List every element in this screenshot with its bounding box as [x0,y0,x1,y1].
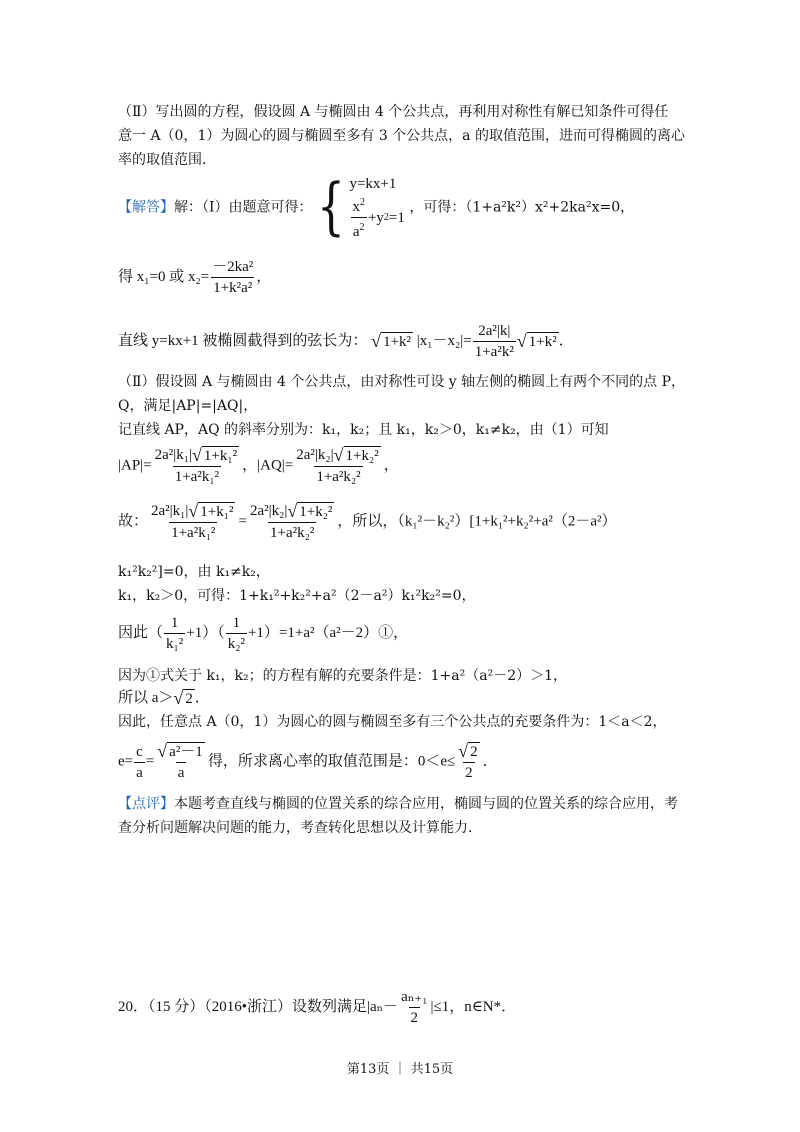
equation-system: y=kx+1 $\frac{x^2}{a^2}$ +y 2 =1 [349,176,405,240]
text-line: 率的取值范围． [118,152,216,168]
formula-line: 故： 2a²|k₁| √ 1+k₁² 1+a²k₁² = 2a²|k₂| √ 1+k₂² 1+a²k₂² ，所以，（k₁²－k₂²）[1+k₁²+k₂²+a²（2－a²） [118,501,617,542]
text-line: 因为①式关于 k₁，k₂；的方程有解的充要条件是：1+a²（a²－2）＞1， [118,668,568,684]
text-line: （Ⅱ）假设圆 A 与椭圆由 4 个公共点，由对称性可设 y 轴左侧的椭圆上有两个不同的点 P， [118,374,686,390]
formula-line: 直线 y=kx+1 被椭圆截得到的弦长为： √ 1+k² |x₁－x₂|= $\frac{\text{2a²|k|}}{\text{1+a²k²}}$ √ 1+k² ． [118,323,574,360]
text-line: 因此，任意点 A（0，1）为圆心的圆与椭圆至多有三个公共点的充要条件为：1＜a＜2， [118,714,667,730]
formula-line: 所以 a＞ √ 2 ． [118,688,210,709]
text-line: k₁，k₂＞0，可得：1+k₁²+k₂²+a²（2－a²）k₁²k₂²=0， [118,588,476,604]
solution-tag: 【解答】 [118,199,174,216]
text-line: （Ⅱ）写出圆的方程，假设圆 A 与椭圆由 4 个公共点，再利用对称性有解已知条件可得任 [118,104,669,120]
question-20: 20．（15 分）（2016•浙江）设数列满足|aₙ－ $\frac{\text{aₙ₊₁}}{2}$ |≤1，n∈N*． [118,989,517,1026]
text-line: 查分析问题解决问题的能力，考查转化思想以及计算能力． [118,820,482,836]
comment-line: 【点评】本题考查直线与椭圆的位置关系的综合应用，椭圆与圆的位置关系的综合应用，考 [118,796,678,812]
text-line: k₁²k₂²]=0，由 k₁≠k₂， [118,564,270,580]
system-brace: { [316,171,345,243]
formula-line: e= $\frac{c}{a}$ = √ a²－1 a 得，所求离心率的取值范围是：0＜e≤ √ 2 2 ． [118,741,498,782]
formula-line: 得 x₁=0 或 x₂= $\frac{\text{－2ka²}}{\text{1+k²a²}}$ ， [118,259,272,296]
formula-line: |AP|= 2a²|k₁| √ 1+k₁² 1+a²k₁² ，|AQ|= 2a²|k₂| √ 1+k₂² 1+a²k₂² ， [118,445,399,486]
text-line: Q，满足|AP|=|AQ|， [118,398,258,414]
formula-line: 因此（ $\frac{1}{\text{k₁²}}$ +1）（ $\frac{1}{\text{k₂²}}$ +1）=1+a²（a²－2）①， [118,615,409,652]
comment-tag: 【点评】 [118,796,174,812]
page-footer: 第13页 ｜ 共15页 [346,1062,454,1077]
text-line: 意一 A（0，1）为圆心的圆与椭圆至多有 3 个公共点，a 的取值范围，进而可得椭圆的离心 [118,128,685,144]
sqrt-symbol: √ 1+k² [371,331,412,351]
solution-line: 【解答】解：（Ⅰ）由题意可得： { y=kx+1 $\frac{x^2}{a^2}$ +y 2 =1 ，可得：（1+a²k²）x²+2ka²x=0， [118,171,635,243]
text-line: 记直线 AP，AQ 的斜率分别为：k₁，k₂；且 k₁，k₂＞0，k₁≠k₂，由（1）可知 [118,422,609,438]
